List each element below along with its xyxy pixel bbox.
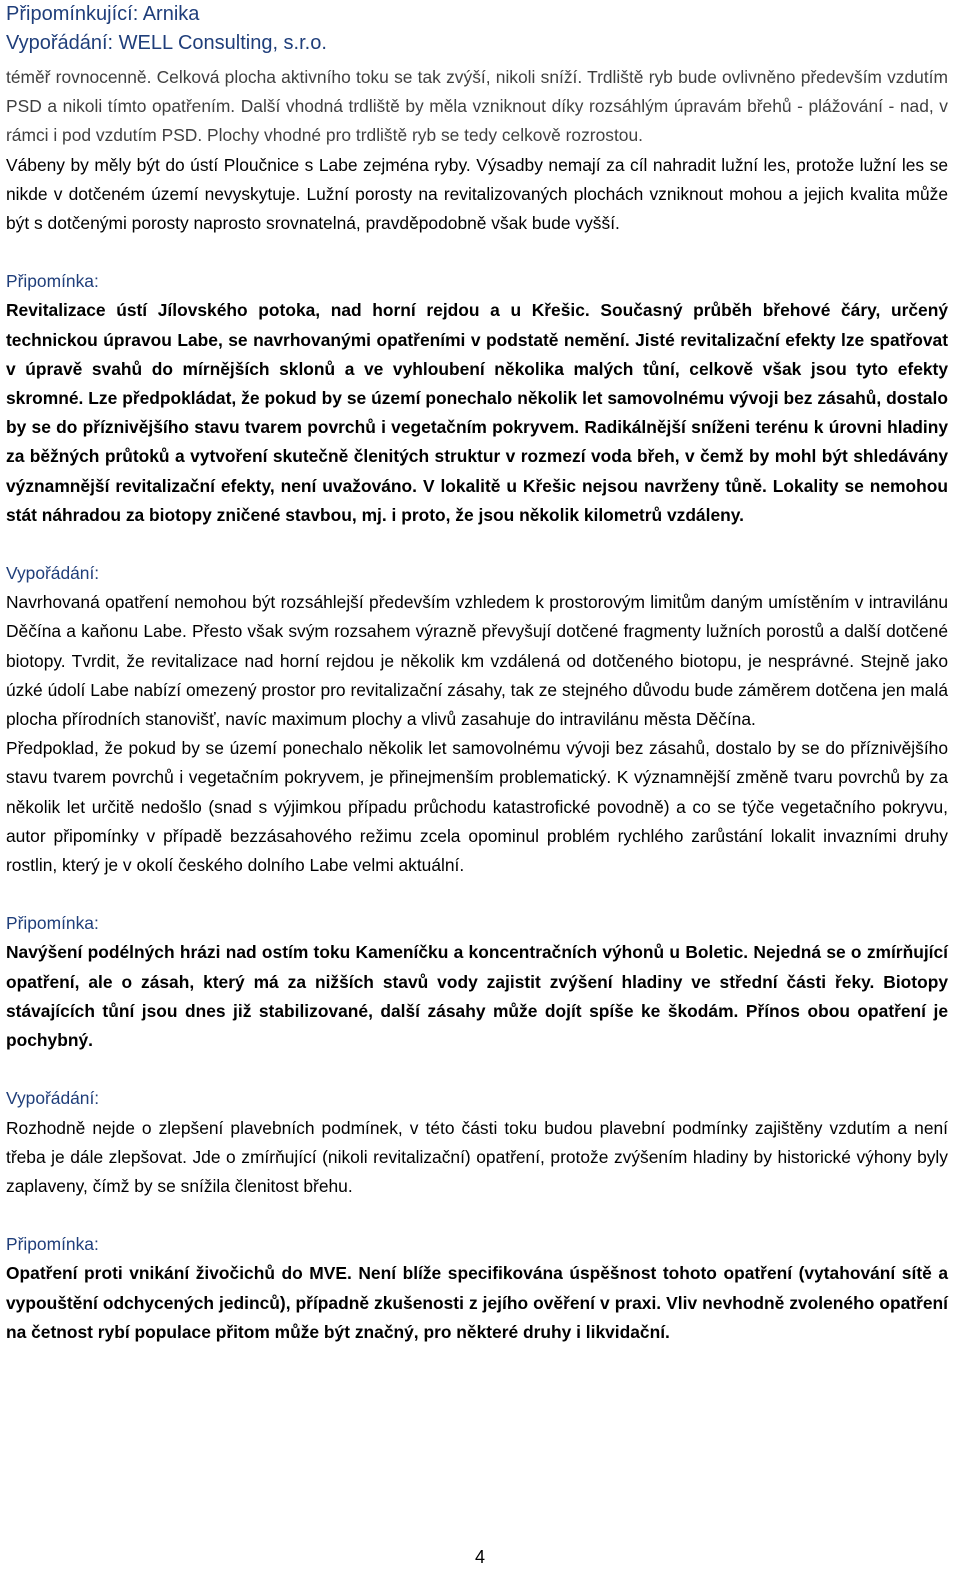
header-commenter: Připomínkující: Arnika — [6, 3, 200, 25]
header-settler: Vypořádání: WELL Consulting, s.r.o. — [6, 32, 327, 54]
comment-label: Připomínka: — [6, 1234, 99, 1255]
page-number: 4 — [474, 1547, 485, 1567]
comment-text: Revitalizace ústí Jílovského potoka, nad horní rejdou a u Křešic. Současný průběh břehové čáry, určený technickou úpravou Labe, se navrhovanými opatřeními v podstatě nemění. Jisté revitalizační efekty lze spatřovat v úpravě svahů do mírnějších sklonů a ve vyhloubení několika malých tůní, celkově však jsou tyto efekty skromné. Lze předpokládat, že pokud by se území ponechalo několik let samovolnému vývoji bez zásahů, dostalo by se do příznivějšího stavu tvarem povrchů i vegetačním pokryvem. Radikálnější sníženi terénu k úrovni hladiny za běžných průtoků a vytvoření skutečně členitých struktur v rozmezí voda břeh, v čemž by mohl být shledávány významnější revitalizační efekty, není uvažováno. V lokalitě u Křešic nejsou navrženy tůně. Lokality se nemohou stát náhradou za biotopy zničené stavbou, mj. i proto, že jsou několik kilometrů vzdáleny. — [6, 300, 948, 525]
page-header — [6, 0, 936, 58]
reply-label: Vypořádání: — [6, 563, 100, 584]
comment-text: Opatření proti vnikání živočichů do MVE. Není blíže specifikována úspěšnost tohoto opatření (vytahování sítě a vypouštění odchycených jedinců), případně zkušenosti z jejího ověření v praxi. Vliv nevhodně zvoleného opatření na četnost rybí populace přitom může být značný, pro některé druhy i likvidační. — [6, 1263, 948, 1342]
continuation-paragraph: Vábeny by měly být do ústí Ploučnice s Labe zejména ryby. Výsadby nemají za cíl nahradit lužní les, protože lužní les se nikde v dotčeném území nevyskytuje. Lužní porosty na revitalizovaných plochách vzniknout mohou a jejich kvalita může být s dotčenými porosty naprosto srovnatelná, pravděpodobně však bude vyšší. — [6, 154, 948, 234]
comment-label: Připomínka: — [6, 913, 99, 934]
document-body — [6, 63, 948, 1347]
comment-label: Připomínka: — [6, 271, 99, 292]
continuation-paragraph: téměř rovnocenně. Celková plocha aktivního toku se tak zvýší, nikoli sníží. Trdliště ryb bude ovlivněno především vzdutím PSD a nikoli tímto opatřením. Další vhodná trdliště by měla vzniknout díky rozsáhlým úpravám břehů - plážování - nad, v rámci i pod vzdutím PSD. Plochy vhodné pro trdliště ryb se tedy celkově rozrostou. — [6, 67, 948, 146]
reply-paragraph: Navrhovaná opatření nemohou být rozsáhlejší především vzhledem k prostorovým limitům daným umístěním v intravilánu Děčína a kaňonu Labe. Přesto však svým rozsahem výrazně převyšují dotčené fragmenty lužních porostů a další dotčené biotopy. Tvrdit, že revitalizace nad horní rejdou je několik km vzdálená od dotčeného biotopu, je nesprávné. Stejně jako úzké údolí Labe nabízí omezený prostor pro revitalizační zásahy, tak ze stejného důvodu bude záměrem dotčena jen malá plocha přírodních stanovišť, navíc maximum plochy a vlivů zasahuje do intravilánu města Děčína. — [6, 592, 948, 730]
reply-paragraph: Rozhodně nejde o zlepšení plavebních podmínek, v této části toku budou plavební podmínky zajištěny vzdutím a není třeba je dále zlepšovat. Jde o zmírňující (nikoli revitalizační) opatření, protože zvýšením hladiny by historické výhony byly zaplaveny, čímž by se snížila členitost břehu. — [6, 1117, 948, 1196]
reply-label: Vypořádání: — [6, 1088, 100, 1109]
comment-text: Navýšení podélných hrázi nad ostím toku Kameníčku a koncentračních výhonů u Boletic. Nejedná se o zmírňující opatření, ale o zásah, který má za nižších stavů vody zajistit zvýšení hladiny ve střední části řeky. Biotopy stávajících tůní jsou dnes již stabilizované, další zásahy může dojít spíše ke škodám. Přínos obou opatření je pochybný. — [6, 942, 948, 1051]
reply-paragraph: Předpoklad, že pokud by se území ponechalo několik let samovolnému vývoji bez zásahů, dostalo by se do příznivějšího stavu tvarem povrchů i vegetačním pokryvem, je přinejmenším problematický. K významnější změně tvaru povrchů by za několik let určitě nedošlo (snad s výjimkou případu průchodu katastrofické povodně) a co se týče vegetačního pokryvu, autor připomínky v případě bezzásahového režimu zcela opominul problém rychlého zarůstání lokalit invazními druhy rostlin, který je v okolí českého dolního Labe velmi aktuální. — [6, 738, 948, 876]
